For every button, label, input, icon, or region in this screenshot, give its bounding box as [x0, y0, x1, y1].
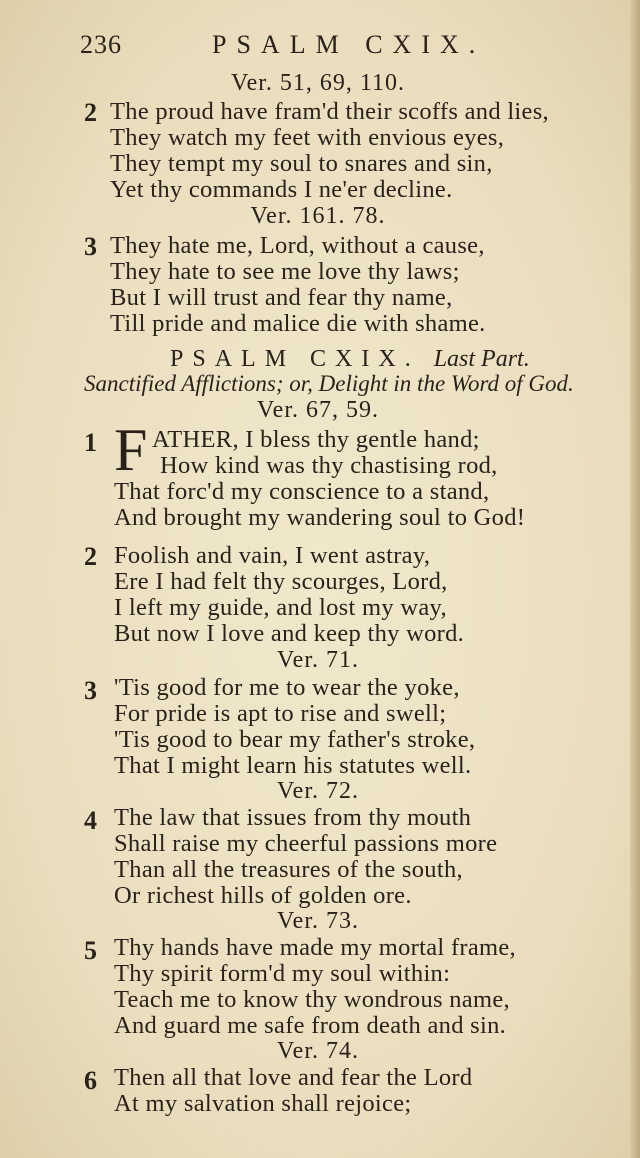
verse-line: Ere I had felt thy scourges, Lord,	[114, 568, 448, 595]
verse-line: At my salvation shall rejoice;	[114, 1090, 412, 1117]
verse-reference: Ver. 74.	[277, 1038, 359, 1064]
verse-reference: Ver. 67, 59.	[257, 397, 379, 423]
verse-line: Yet thy commands I ne'er decline.	[110, 176, 453, 203]
verse-line: Then all that love and fear the Lord	[114, 1064, 473, 1091]
verse-line: The law that issues from thy mouth	[114, 804, 472, 831]
verse-line: And guard me safe from death and sin.	[114, 1012, 507, 1039]
stanza-number: 5	[84, 936, 97, 965]
verse-line: They tempt my soul to snares and sin,	[110, 150, 493, 177]
stanza-number: 3	[84, 676, 97, 705]
page-edge	[630, 0, 640, 1158]
stanza-number: 3	[84, 232, 97, 261]
verse-line: 'Tis good for me to wear the yoke,	[114, 674, 460, 701]
psalm-subtitle: Sanctified Afflictions; or, Delight in the Word of God.	[84, 371, 574, 396]
verse-reference: Ver. 73.	[277, 908, 359, 934]
verse-line: Thy hands have made my mortal frame,	[114, 934, 516, 961]
verse-line: That forc'd my conscience to a stand,	[114, 478, 490, 505]
verse-line: ATHER, I bless thy gentle hand;	[152, 426, 480, 453]
psalm-heading: PSALM CXIX.	[170, 346, 420, 372]
stanza-number: 4	[84, 806, 97, 835]
verse-line: For pride is apt to rise and swell;	[114, 700, 447, 727]
verse-line: But I will trust and fear thy name,	[110, 284, 453, 311]
verse-line: They watch my feet with envious eyes,	[110, 124, 505, 151]
drop-capital: F	[114, 417, 148, 483]
verse-reference: Ver. 51, 69, 110.	[230, 70, 406, 96]
verse-line: Than all the treasures of the south,	[114, 856, 463, 883]
page-header	[80, 30, 540, 64]
verse-line: How kind was thy chastising rod,	[160, 452, 498, 479]
stanza-number: 1	[84, 428, 97, 457]
verse-reference: Ver. 72.	[277, 778, 359, 804]
verse-line: And brought my wandering soul to God!	[114, 504, 526, 531]
verse-line: They hate me, Lord, without a cause,	[110, 232, 485, 259]
verse-line: The proud have fram'd their scoffs and lies,	[110, 98, 549, 125]
verse-line: Shall raise my cheerful passions more	[114, 830, 498, 857]
verse-reference: Ver. 71.	[277, 647, 359, 673]
verse-line: Till pride and malice die with shame.	[110, 310, 486, 337]
verse-reference: Ver. 161. 78.	[250, 203, 386, 229]
verse-line: That I might learn his statutes well.	[114, 752, 472, 779]
running-title: PSALM CXIX.	[212, 30, 486, 59]
psalm-title	[170, 346, 530, 373]
verse-line: Thy spirit form'd my soul within:	[114, 960, 451, 987]
last-part-label: Last Part.	[433, 346, 530, 372]
verse-line: But now I love and keep thy word.	[114, 620, 465, 647]
stanza-number: 2	[84, 98, 97, 127]
verse-line: Or richest hills of golden ore.	[114, 882, 412, 909]
stanza-number: 6	[84, 1066, 97, 1095]
page-number: 236	[80, 30, 122, 59]
verse-line: Foolish and vain, I went astray,	[114, 542, 431, 569]
verse-line: They hate to see me love thy laws;	[110, 258, 460, 285]
stanza-number: 2	[84, 542, 97, 571]
verse-line: 'Tis good to bear my father's stroke,	[114, 726, 476, 753]
verse-line: Teach me to know thy wondrous name,	[114, 986, 510, 1013]
verse-line: I left my guide, and lost my way,	[114, 594, 447, 621]
